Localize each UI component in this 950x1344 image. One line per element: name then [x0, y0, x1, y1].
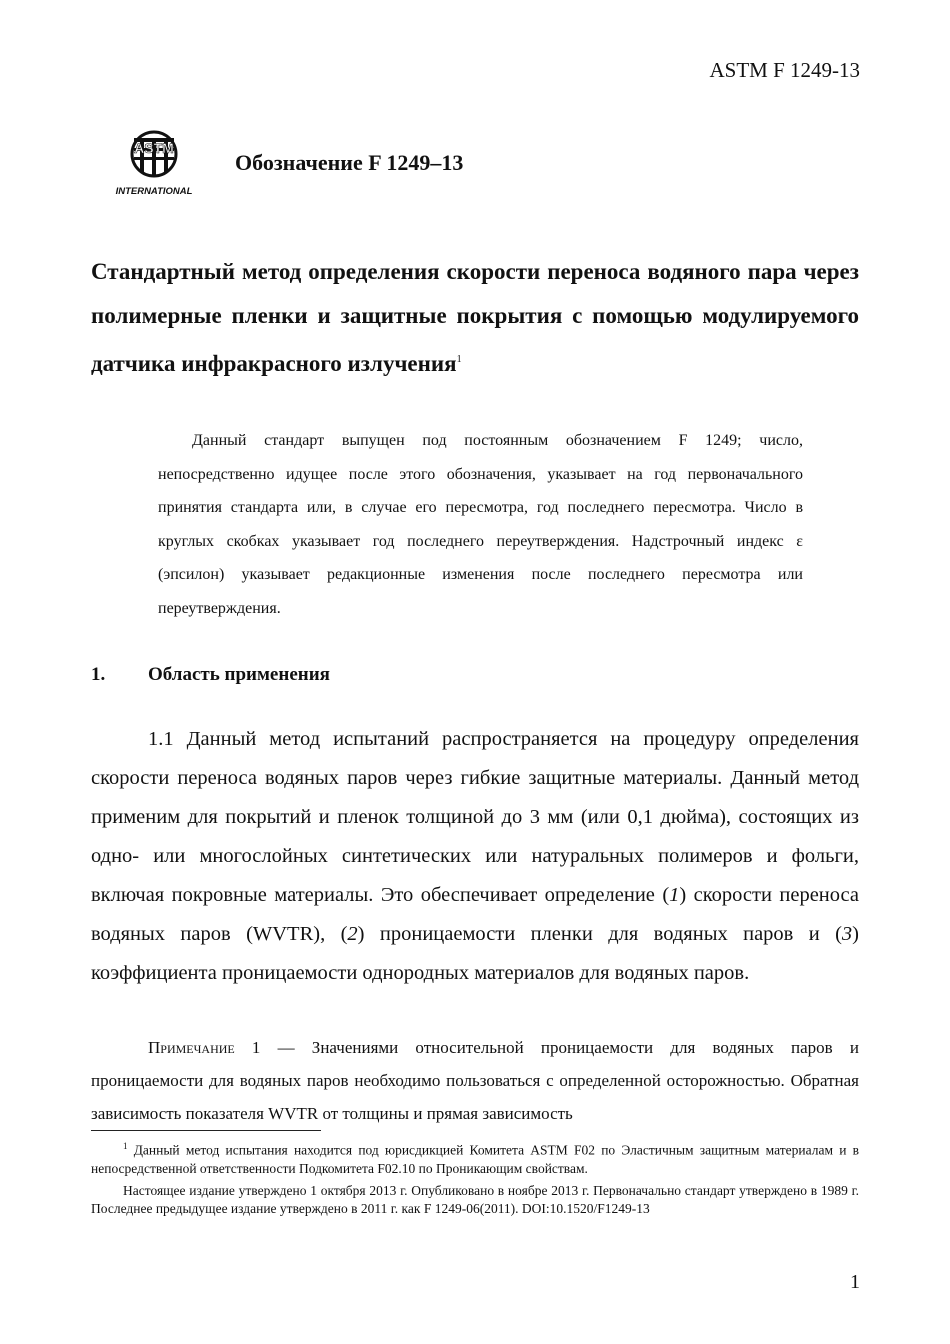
section-heading	[91, 664, 330, 686]
section-title: Область применения	[148, 664, 330, 685]
title-text: Стандартный метод определения скорости переноса водяного пара через полимерные пленки и защитные покрытия с помощью модулируемого датчика инфракрасного излучения	[91, 259, 859, 376]
para-text: ) проницаемости пленки для водяных паров и (	[357, 923, 842, 945]
paragraph-1-1	[91, 720, 859, 993]
footnote-1	[91, 1137, 859, 1178]
title-footnote-ref: 1	[456, 354, 462, 365]
para-text: 1.1 Данный метод испытаний распространяется на процедуру определения скорости переноса водяных паров через гибкие защитные материалы. Данный метод применим для покрытий и пленок толщиной до 3 мм (или 0,1 дюйма), состоящих из одно- или многослойных синтетических или натуральных полимеров и фольги, включая покровные материалы. Это обеспечивает определение (	[91, 728, 859, 906]
page-number: 1	[850, 1271, 860, 1293]
para-italic-number: 2	[347, 923, 358, 945]
para-text: ) коэффициента проницаемости однородных материалов для водяных паров.	[91, 923, 859, 984]
astm-international-logo-icon	[112, 128, 196, 198]
svg-text:ASTM: ASTM	[134, 140, 174, 156]
logo-text: INTERNATIONAL	[115, 186, 193, 197]
note-1	[91, 1031, 859, 1130]
document-title	[91, 250, 859, 386]
footnotes	[91, 1137, 859, 1218]
footnote-mark: 1	[123, 1141, 128, 1151]
section-number: 1.	[91, 664, 106, 685]
note-label: Примечание 1	[148, 1038, 261, 1057]
para-italic-number: 3	[841, 923, 853, 945]
para-text: ) скорости переноса водяных паров (WVTR), (	[91, 884, 859, 945]
footnote-divider	[91, 1130, 321, 1131]
footnote-text: Данный метод испытания находится под юрисдикцией Комитета ASTM F02 по Эластичным защитным материалам и в непосредственной ответственности Подкомитета F02.10 по Проникающим свойствам.	[91, 1142, 859, 1176]
foreword-paragraph: Данный стандарт выпущен под постоянным обозначением F 1249; число, непосредственно идущее после этого обозначения, указывает на год первоначального принятия стандарта или, в случае его пересмотра, год последнего пересмотра. Число в круглых скобках указывает год последнего переутверждения. Надстрочный индекс ε (эпсилон) указывает редакционные изменения после последнего пересмотра или переутверждения.	[158, 432, 803, 617]
edition-note: Настоящее издание утверждено 1 октября 2013 г. Опубликовано в ноябре 2013 г. Первоначально стандарт утверждено в 1989 г. Последнее предыдущее издание утверждено в 2011 г. как F 1249-06(2011). DOI:10.1520/F1249-13	[91, 1182, 859, 1216]
standard-designation: Обозначение F 1249–13	[235, 150, 464, 175]
document-code: ASTM F 1249-13	[709, 58, 860, 82]
note-text: — Значениями относительной проницаемости для водяных паров и проницаемости для водяных паров необходимо пользоваться с определенной осторожностью. Обратная зависимость показателя WVTR от толщины и прямая зависимость	[91, 1038, 859, 1123]
para-italic-number: 1	[669, 884, 680, 906]
